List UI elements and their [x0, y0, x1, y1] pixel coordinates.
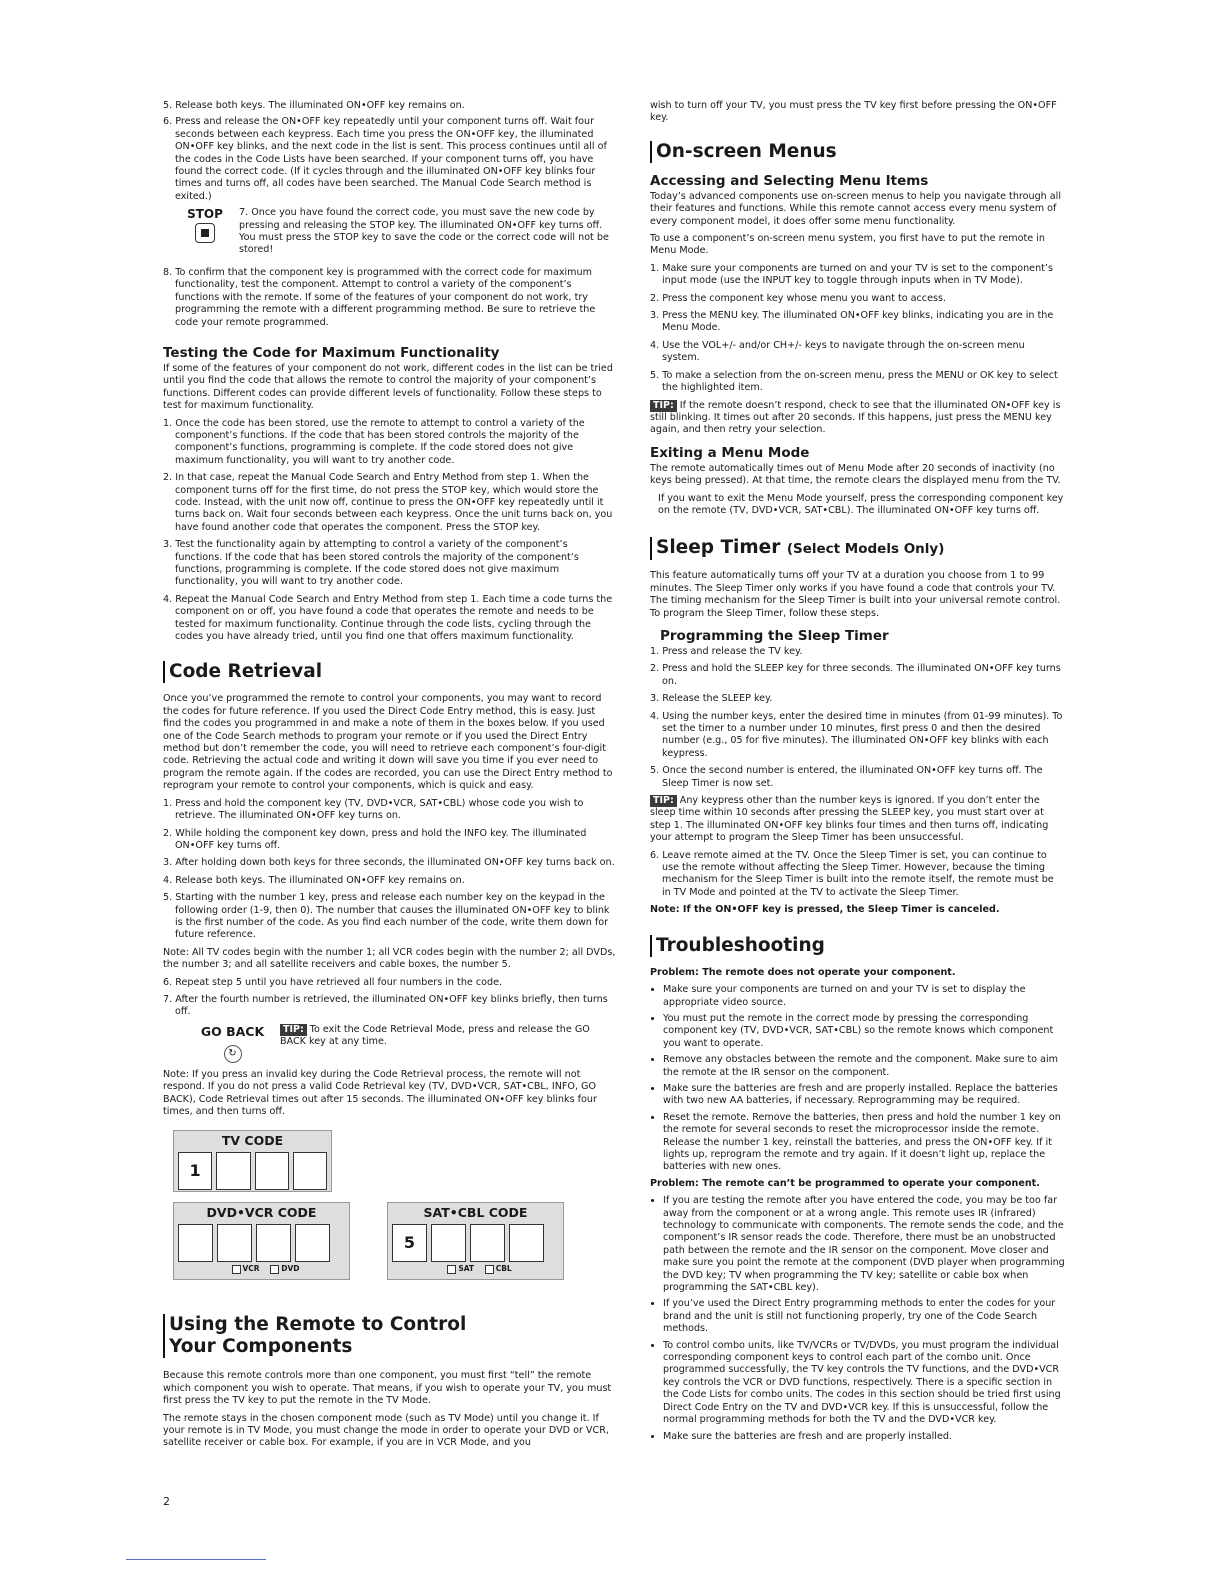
- right-column: [650, 100, 1065, 1447]
- section-heading-using-remote: Using the Remote to Control Your Components: [163, 1314, 616, 1358]
- list-item: • Remove any obstacles between the remote and the component. Make sure to aim the remote at the IR sensor on the component.: [663, 1054, 1065, 1079]
- sat-cbl-code-title: SAT•CBL CODE: [423, 1205, 528, 1221]
- subheading-accessing-menu: Accessing and Selecting Menu Items: [650, 172, 929, 189]
- list-item: 4. Release both keys. The illuminated ON•OFF key remains on.: [163, 874, 465, 886]
- stop-key-illustration: [175, 207, 235, 247]
- problem-1: Problem: The remote does not operate your component.: [650, 966, 956, 978]
- tip-icon: TIP:: [280, 1024, 307, 1036]
- list-item: 5. To make a selection from the on-screen menu, press the MENU or OK key to select the highlighted item.: [650, 369, 1058, 394]
- exit-paragraph-2: If you want to exit the Menu Mode yourself, press the corresponding component key on the remote (TV, DVD•VCR, SAT•CBL). The illuminated ON•OFF key turns off.: [658, 492, 1064, 516]
- subheading-programming-sleep: Programming the Sleep Timer: [660, 627, 889, 644]
- list-item: 3. Test the functionality again by attempting to control a variety of the component’s functions. If the code that has been stored controls the majority of the component’s functions, programming is complete. If the code stored does not give maximum functionality, you will want to try another code.: [163, 539, 579, 588]
- list-item: 1. Press and hold the component key (TV, DVD•VCR, SAT•CBL) whose code you wish to retrieve. The illuminated ON•OFF key turns on.: [163, 797, 584, 822]
- code-digit: [255, 1152, 289, 1190]
- code-digit: [431, 1224, 466, 1262]
- list-item: 4. Repeat the Manual Code Search and Entry Method from step 1. Each time a code turns the component on or off, you have found a code that operates the remote and needs to be tested for maximum functionality. Continue through the code lists, cycling through the codes you have already tried, until you find one that offers maximum functionality.: [163, 593, 613, 643]
- code-digit: [509, 1224, 544, 1262]
- list-item: 6. Repeat step 5 until you have retrieved all four numbers in the code.: [163, 976, 503, 988]
- onscreen-paragraph-2: To use a component’s on-screen menu system, you first have to put the remote in Menu Mode.: [650, 233, 1045, 257]
- tip-icon: TIP:: [650, 795, 677, 807]
- goback-key-illustration: [185, 1024, 280, 1063]
- list-item: 6. Press and release the ON•OFF key repeatedly until your component turns off. Wait four seconds between each keypress. Each time you press the ON•OFF key, the illuminated ON•OFF key blinks, and the next code in the list is sent. This process continues until all of the codes in the Code Lists have been searched. If your component turns off, you have found the correct code. (If it cycles through and the illuminated ON•OFF key blinks four times and turns off, all codes have been searched. The Manual Code Search method is exited.): [163, 116, 607, 202]
- goback-key-label: GO BACK: [200, 1023, 265, 1039]
- problem-2-list: [650, 1195, 1065, 1443]
- retrieval-note: Note: All TV codes begin with the number 1; all VCR codes begin with the number 2; all DVDs, the number 3; and all satellite receivers and cable boxes, the number 5.: [163, 946, 616, 971]
- stop-key-label: STOP: [187, 207, 223, 222]
- list-item: 1. Once the code has been stored, use the remote to attempt to control a variety of the component’s functions. If the code that has been stored controls the majority of the component’s functions, programming is complete. If the code stored does not give maximum functionality, you will want to try another code.: [163, 417, 585, 466]
- section-heading-testing: Testing the Code for Maximum Functionality: [163, 344, 500, 361]
- list-item: 2. While holding the component key down, press and hold the INFO key. The illuminated ON•OFF key turns off.: [163, 827, 587, 851]
- sleep-note: Note: If the ON•OFF key is pressed, the Sleep Timer is canceled.: [650, 904, 1000, 916]
- list-item: 5. Starting with the number 1 key, press and release each number key on the keypad in the following order (1-9, then 0). The number that causes the illuminated ON•OFF key to blink is the first number of the code. As you find each number of the code, write them down for future reference.: [163, 892, 610, 941]
- using-paragraph-2: The remote stays in the chosen component mode (such as TV Mode) until you change it. If your remote is in TV Mode, you must change the mode in order to operate your DVD or VCR, satellite receiver or cable box. For example, if you are in VCR Mode, and you: [163, 1412, 609, 1449]
- list-item: 1. Make sure your components are turned on and your TV is set to the component’s input mode (use the INPUT key to toggle through inputs when in TV Mode).: [650, 262, 1053, 287]
- list-item: 4. Using the number keys, enter the desired time in minutes (from 01-99 minutes). To set the timer to a number under 10 minutes, first press 0 and then the desired number (e.g., 05 for five minutes). The illuminated ON•OFF key blinks with each keypress.: [650, 710, 1063, 759]
- list-item: 2. Press the component key whose menu you want to access.: [650, 292, 947, 304]
- code-digit: [178, 1224, 213, 1262]
- code-digit: [217, 1224, 252, 1262]
- section-heading-sleep-timer: Sleep Timer (Select Models Only): [650, 537, 1065, 560]
- subheading-exiting-menu: Exiting a Menu Mode: [650, 444, 810, 461]
- code-digit: [256, 1224, 291, 1262]
- dvd-vcr-checkboxes: VCR DVD: [174, 1262, 349, 1274]
- retrieval-intro: Once you’ve programmed the remote to control your components, you may want to record the codes for future reference. If you used the Direct Code Entry method, this is easy. Just find the codes you programmed in and make a note of them in the boxes below. If you used one of the Code Search methods to program your remote or if you used the Direct Entry method but don’t remember the code, you will need to retrieve each component’s four-digit code. Retrieving the actual code and writing it down will save you time if you ever need to program the remote again. If the codes are recorded, you can use the Direct Entry method to reprogram your remote to control your components, which is quick and easy.: [163, 693, 613, 792]
- left-column: [163, 100, 616, 1455]
- continued-text: wish to turn off your TV, you must press the TV key first before pressing the ON•OFF key.: [650, 100, 1057, 124]
- section-heading-onscreen-menus: On-screen Menus: [650, 141, 1065, 163]
- checkbox-icon: [447, 1265, 456, 1274]
- tip-icon: TIP:: [650, 400, 677, 412]
- code-digit: [293, 1152, 327, 1190]
- sat-cbl-checkboxes: SAT CBL: [388, 1262, 563, 1274]
- code-record-boxes: [163, 1130, 616, 1300]
- code-digit: [216, 1152, 250, 1190]
- stop-icon: [195, 223, 215, 243]
- retrieval-list: [163, 798, 616, 942]
- dvd-vcr-code-title: DVD•VCR CODE: [206, 1205, 317, 1221]
- onscreen-list: [650, 263, 1065, 395]
- list-item: • If you are testing the remote after you have entered the code, you may be too far away from the component or at a wrong angle. This remote uses IR (infrared) technology to communicate with components. The remote sends the code, and the component’s IR sensor reads the code. Therefore, there must be an unobstructed path between the remote and the IR sensor on the component. Move closer and make sure you point the remote at the component (DVD player when programming the DVD key; TV when programming the TV key; satellite or cable box when programming the SAT•CBL key).: [663, 1195, 1065, 1294]
- checkbox-icon: [270, 1265, 279, 1274]
- sleep-tip: TIP: Any keypress other than the number keys is ignored. If you don’t enter the sleep time within 10 seconds after pressing the SLEEP key, you must start over at step 1. The illuminated ON•OFF key blinks four times and then turns off, indicating your attempt to program the Sleep Timer has been unsuccessful.: [650, 795, 1049, 844]
- problem-2: Problem: The remote can’t be programmed to operate your component.: [650, 1177, 1040, 1189]
- testing-intro: If some of the features of your component do not work, different codes in the list can be tried until you find the code that allows the remote to control the majority of your component’s functions. Different codes can provide different levels of functionality. Follow these steps to test for maximum functionality.: [163, 362, 613, 412]
- code-digit: 1: [178, 1152, 212, 1190]
- list-item: • You must put the remote in the correct mode by pressing the corresponding component key (TV, DVD•VCR, SAT•CBL) so the remote knows which component you want to operate.: [663, 1013, 1065, 1050]
- checkbox-icon: [485, 1265, 494, 1274]
- intro-list: [163, 100, 616, 203]
- sleep-list: [650, 646, 1065, 790]
- list-item: 2. In that case, repeat the Manual Code Search and Entry Method from step 1. When the component turns off for the first time, do not press the STOP key, which would store the code. Instead, with the unit now off, continue to press the ON•OFF key repeatedly until it turns back on. Wait four seconds between each keypress. Once the unit turns back on, you have found another code that operates the component. Press the STOP key.: [163, 472, 613, 533]
- list-item: 6. Leave remote aimed at the TV. Once the Sleep Timer is set, you can continue to use the remote without affecting the Sleep Timer. However, because the timing mechanism for the Sleep Timer is built into the remote itself, the remote must be in TV Mode and pointed at the TV to activate the Sleep Timer.: [650, 849, 1054, 898]
- list-item: 7. After the fourth number is retrieved, the illuminated ON•OFF key blinks briefly, then turns off.: [163, 993, 608, 1018]
- list-item: 1. Press and release the TV key.: [650, 645, 803, 657]
- section-heading-troubleshooting: Troubleshooting: [650, 935, 1065, 957]
- retrieval-note-invalid: Note: If you press an invalid key during the Code Retrieval process, the remote will not respond. If you do not press a valid Code Retrieval key (TV, DVD•VCR, SAT•CBL, INFO, GO BACK), Code Retrieval times out after 15 seconds. The illuminated ON•OFF key blinks four times, and then turns off.: [163, 1068, 597, 1117]
- list-item: 3. Press the MENU key. The illuminated ON•OFF key blinks, indicating you are in the Menu Mode.: [650, 310, 1054, 334]
- list-item: 3. Release the SLEEP key.: [650, 693, 773, 705]
- exit-paragraph-1: The remote automatically times out of Menu Mode after 20 seconds of inactivity (no keys being pressed). At that time, the remote clears the displayed menu from the TV.: [650, 462, 1061, 487]
- dvd-vcr-code-box: [173, 1202, 350, 1280]
- section-heading-code-retrieval: Code Retrieval: [163, 661, 616, 683]
- list-item: 8. To confirm that the component key is programmed with the correct code for maximum functionality, test the component. Attempt to control a variety of the component’s functions with the remote. If some of the features of your component do not work, try programming the remote with a different programming method. Be sure to retrieve the code your remote programmed.: [163, 266, 596, 328]
- sleep-paragraph: This feature automatically turns off your TV at a duration you choose from 1 to 99 minutes. The Sleep Timer only works if you have found a code that controls your TV. The timing mechanism for the Sleep Timer is built into your universal remote control. To program the Sleep Timer, follow these steps.: [650, 570, 1061, 619]
- problem-1-list: [650, 984, 1065, 1174]
- list-item: 3. After holding down both keys for three seconds, the illuminated ON•OFF key turns back on.: [163, 857, 615, 869]
- list-item: 5. Release both keys. The illuminated ON•OFF key remains on.: [163, 100, 465, 111]
- tv-code-box: [173, 1130, 332, 1192]
- list-item: • Make sure your components are turned on and your TV is set to display the appropriate video source.: [663, 984, 1065, 1009]
- code-digit: 5: [392, 1224, 427, 1262]
- page-number: 2: [163, 1495, 170, 1508]
- tv-code-title: TV CODE: [221, 1133, 284, 1149]
- list-item: 2. Press and hold the SLEEP key for three seconds. The illuminated ON•OFF key turns on.: [650, 663, 1061, 687]
- sat-cbl-code-box: [387, 1202, 564, 1280]
- goback-tip-text: TIP: To exit the Code Retrieval Mode, press and release the GO BACK key at any time.: [280, 1023, 590, 1048]
- list-item: • To control combo units, like TV/VCRs or TV/DVDs, you must program the individual corresponding component keys to control each part of the combo unit. Once programmed successfully, the TV key controls the TV functions, and the DVD•VCR key controls the VCR or DVD functions, respectively. There is a specific section in the Code Lists for combo units. The codes in this section should be tried first using Direct Code Entry on the TV and DVD•VCR key. If this is unsuccessful, follow the normal programming methods for both the TV and the DVD•VCR key.: [663, 1340, 1065, 1427]
- list-item: • Reset the remote. Remove the batteries, then press and hold the number 1 key on the remote for several seconds to reset the microprocessor inside the remote. Release the number 1 key, reinstall the batteries, and press the ON•OFF key. If it lights up, reprogram the remote and try again. If it doesn’t light up, replace the batteries with new ones.: [663, 1112, 1065, 1174]
- onscreen-tip: TIP: If the remote doesn’t respond, check to see that the illuminated ON•OFF key is still blinking. It times out after 20 seconds. If this happens, just press the MENU key again, and then retry your selection.: [650, 399, 1061, 436]
- onscreen-paragraph-1: Today’s advanced components use on-screen menus to help you navigate through all their features and functions. While this remote cannot access every menu system of every component model, it does offer some menu functionality.: [650, 190, 1062, 227]
- code-digit: [470, 1224, 505, 1262]
- stop-step-text: 7. Once you have found the correct code, you must save the new code by pressing and releasing the STOP key. The illuminated ON•OFF key turns off. You must press the STOP key to save the code or the correct code will not be stored!: [239, 207, 609, 256]
- goback-icon: ↻: [224, 1045, 242, 1063]
- footer-divider: [126, 1559, 266, 1560]
- list-item: 4. Use the VOL+/- and/or CH+/- keys to navigate through the on-screen menu system.: [650, 339, 1025, 364]
- code-digit: [295, 1224, 330, 1262]
- checkbox-icon: [232, 1265, 241, 1274]
- list-item: 5. Once the second number is entered, the illuminated ON•OFF key turns off. The Sleep Timer is now set.: [650, 765, 1043, 789]
- list-item: • Make sure the batteries are fresh and are properly installed. Replace the batteries with two new AA batteries, if necessary. Reprogramming may be required.: [663, 1083, 1065, 1108]
- stop-step: [175, 207, 616, 262]
- goback-tip: [185, 1024, 616, 1063]
- testing-list: [163, 418, 616, 644]
- list-item: • If you’ve used the Direct Entry programming methods to enter the codes for your brand and the unit is still not functioning properly, try one of the Code Search methods.: [663, 1298, 1065, 1335]
- using-paragraph-1: Because this remote controls more than one component, you must first “tell” the remote which component you wish to operate. That means, if you wish to operate your TV, you must first press the TV key to put the remote in the TV Mode.: [163, 1370, 612, 1407]
- list-item: • Make sure the batteries are fresh and are properly installed.: [663, 1431, 1065, 1443]
